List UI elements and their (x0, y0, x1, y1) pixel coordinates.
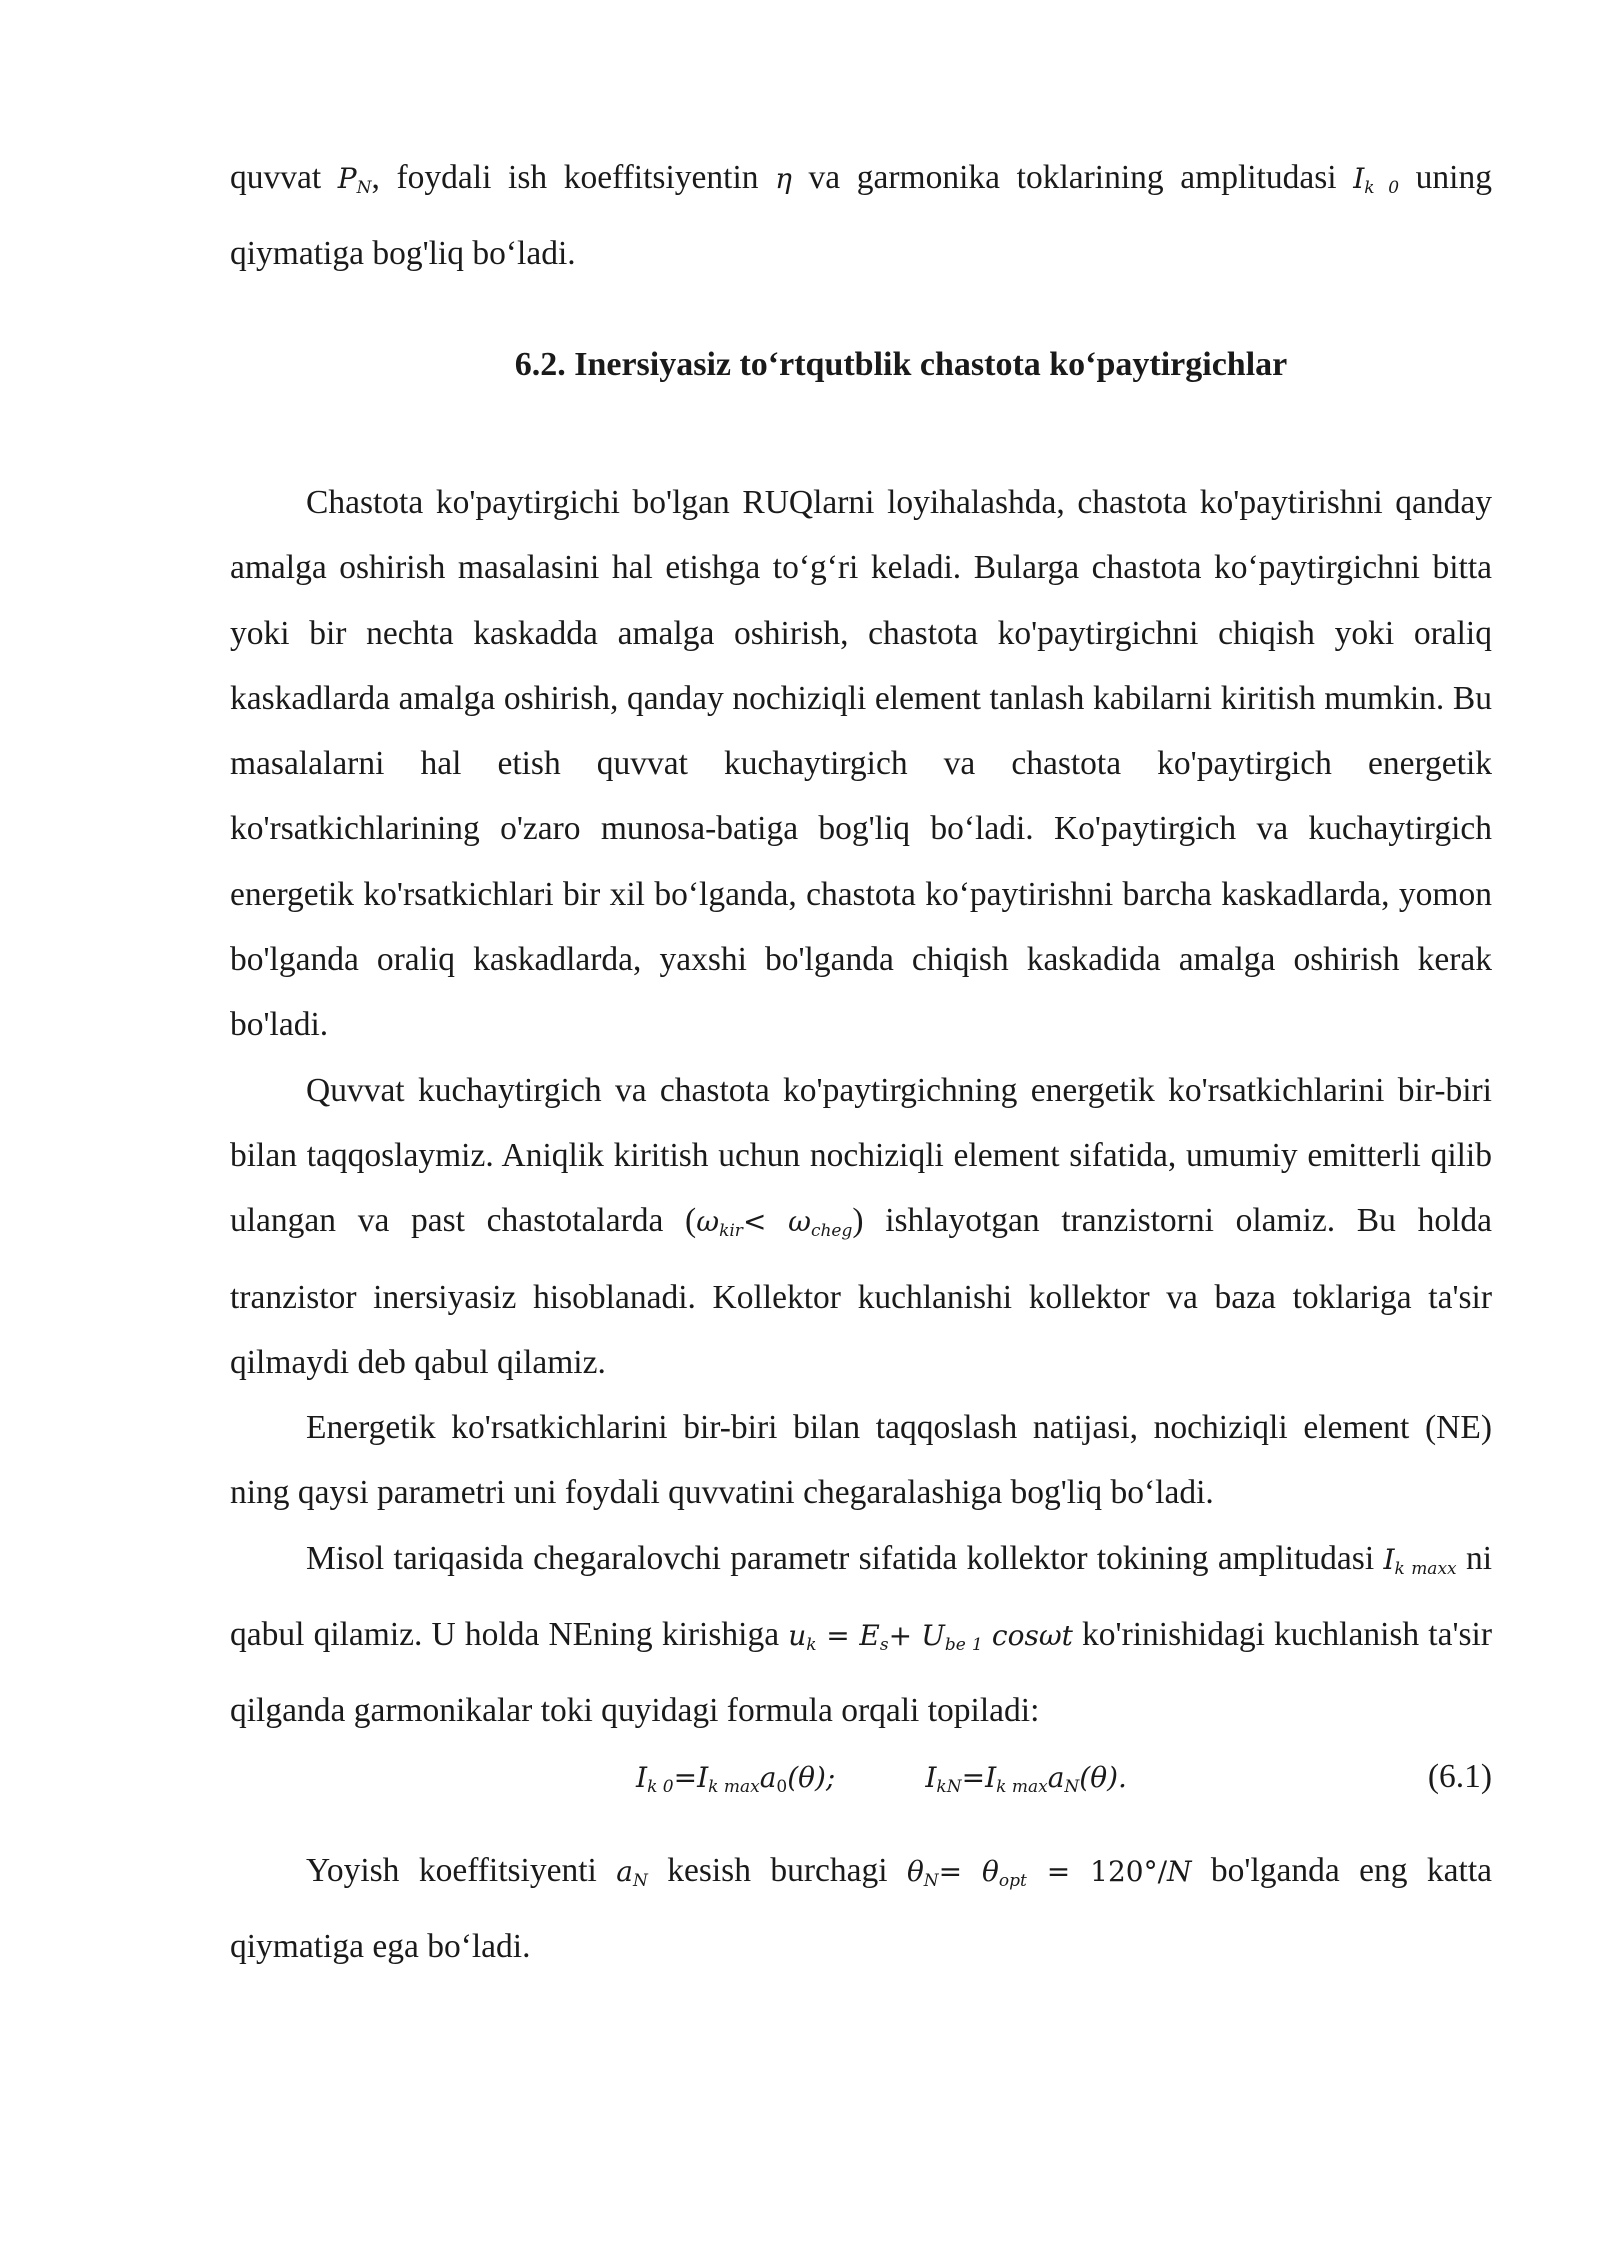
section-heading: 6.2. Inersiyasiz to‘rtqutblik chastota ko‘paytirgichlar (514, 346, 1288, 383)
omega-cheg-symbol: ω (788, 1205, 811, 1239)
paragraph-3: Energetik ko'rsatkichlarini bir-biri bilan taqqoslash natijasi, nochiziqli element (NE) ning qaysi parametri uni foydali quvvatini chegaralashiga bog'liq bo‘ladi. (230, 1409, 1492, 1512)
formula-an-symbol: a (1047, 1760, 1065, 1794)
formula-ikmax-subscript-2: k max (996, 1776, 1048, 1797)
body-text (230, 470, 1492, 1809)
current-symbol: I (1353, 162, 1365, 195)
cos-omega-t: cosωt (991, 1619, 1073, 1653)
intro-paragraph (230, 145, 1492, 287)
ik-max-symbol: I (1383, 1542, 1395, 1576)
intro-text-4: uning qiymatiga bog'liq bo‘ladi. (230, 159, 1492, 273)
es-symbol: E (859, 1619, 880, 1653)
ube-symbol: U (921, 1619, 945, 1653)
formula-a0-subscript: 0 (776, 1776, 788, 1797)
ube-subscript: be 1 (944, 1635, 983, 1656)
n-symbol: N (1167, 1855, 1192, 1888)
formula-ikn-symbol: I (925, 1760, 937, 1794)
an-subscript: N (632, 1871, 648, 1891)
formula-theta-2: (θ). (1079, 1760, 1127, 1794)
paragraph-5-text-3: bo'lganda eng katta qiymatiga ega bo‘ladi. (230, 1852, 1493, 1966)
paragraph-2-text-1: Quvvat kuchaytirgich va chastota ko'paytirgichning energetik ko'rsatkichlarini bir-biri bilan taqqoslaymiz. Aniqlik kiritish uchun nochiziqli element sifatida, umumiy emitterli qilib ulangan va past chastotalarda ( (230, 1071, 1492, 1240)
current-symbol-subscript: k 0 (1364, 178, 1400, 198)
intro-text-1: quvvat (230, 159, 338, 196)
formula-an-subscript: N (1064, 1776, 1080, 1797)
intro-text-2: , foydali ish koeffitsiyentin (371, 159, 776, 196)
formula-6-1 (230, 1744, 1492, 1809)
paragraph-5-text-2: kesish burchagi (647, 1852, 907, 1889)
power-symbol-subscript: N (356, 178, 372, 198)
omega-kir-subscript: kir (719, 1221, 743, 1242)
paragraph-1: Chastota ko'paytirgichi bo'lgan RUQlarni loyihalashda, chastota ko'paytirishni qanday amalga oshirish masalasini hal etishga to‘g‘ri keladi. Bularga chastota ko‘paytirgichni bitta yoki bir nechta kaskadda amalga oshirish, chastota ko'paytirgichni chiqish yoki oraliq kaskadlarda amalga oshirish, qanday nochiziqli element tanlash kabilarni kiritish mumkin. Bu masalalarni hal etish quvvat kuchaytirgich va chastota ko'paytirgich energetik ko'rsatkichlarining o'zaro munosa-batiga bog'liq bo‘ladi. Ko'paytirgich va kuchaytirgich energetik ko'rsatkichlari bir xil bo‘lganda, chastota ko‘paytirishni barcha kaskadlarda, yomon bo'lganda oraliq kaskadlarda, yaxshi bo'lganda chiqish kaskadida amalga oshirish kerak bo'ladi. (230, 484, 1492, 1044)
paragraph-2-text-2: ) ishlayotgan tranzistorni olamiz. Bu holda tranzistor inersiyasiz hisoblanadi. Kollektor kuchlanishi kollektor va baza toklariga ta'sir qilmaydi deb qabul qilamiz. (230, 1202, 1492, 1381)
plus-sign: + (888, 1619, 913, 1653)
paragraph-4-text-3: ko'rinishidagi kuchlanish ta'sir qilganda garmonikalar toki quyidagi formula orqali topiladi: (230, 1616, 1493, 1730)
equation-number: (6.1) (1427, 1757, 1492, 1795)
efficiency-symbol: η (775, 162, 792, 195)
formula-ikmax-subscript-1: k max (708, 1776, 760, 1797)
formula-equals-2: = (961, 1760, 986, 1794)
equals-sign: = (816, 1619, 860, 1653)
theta-opt-subscript: opt (998, 1871, 1027, 1891)
an-symbol: a (616, 1855, 633, 1888)
paragraph-4-text-1: Misol tariqasida chegaralovchi parametr sifatida kollektor tokining amplitudasi (306, 1539, 1384, 1577)
formula-part-2 (925, 1758, 1127, 1795)
omega-kir-symbol: ω (696, 1205, 720, 1239)
paragraph-5 (230, 1838, 1492, 1980)
paragraph-4 (230, 1526, 1492, 1744)
theta-n-symbol: θ (906, 1855, 924, 1888)
formula-body (636, 1744, 1127, 1820)
formula-ik0-subscript: k 0 (647, 1776, 674, 1797)
formula-part-1 (636, 1758, 835, 1795)
equals-sign-1: = (938, 1855, 983, 1888)
formula-ikmax-symbol-1: I (697, 1760, 709, 1794)
paragraph-4-text-2: ni qabul qilamiz. U holda NEning kirishiga (230, 1539, 1493, 1654)
formula-equals-1: = (673, 1760, 698, 1794)
uk-subscript: k (806, 1635, 817, 1656)
intro-text-3: va garmonika toklarining amplitudasi (791, 159, 1354, 196)
paragraph-5-block (230, 1838, 1492, 1980)
uk-symbol: u (788, 1619, 807, 1653)
formula-ikmax-symbol-2: I (985, 1760, 997, 1794)
power-symbol: P (337, 162, 357, 195)
theta-opt-symbol: θ (982, 1855, 999, 1888)
omega-cheg-subscript: cheg (810, 1221, 853, 1242)
paragraph-2 (230, 1058, 1492, 1395)
es-subscript: s (879, 1635, 889, 1656)
paragraph-5-text-1: Yoyish koeffitsiyenti (306, 1852, 617, 1889)
formula-ik0-symbol: I (636, 1760, 648, 1794)
less-than-sign: < (742, 1205, 767, 1239)
equals-sign-2: = (1026, 1855, 1091, 1888)
formula-theta-1: (θ); (787, 1760, 836, 1794)
ik-max-subscript: k maxx (1394, 1558, 1457, 1579)
formula-ikn-subscript: kN (936, 1776, 962, 1797)
theta-n-subscript: N (923, 1871, 939, 1891)
angle-value: 120°/ (1090, 1855, 1168, 1888)
formula-a0-symbol: a (759, 1760, 777, 1794)
